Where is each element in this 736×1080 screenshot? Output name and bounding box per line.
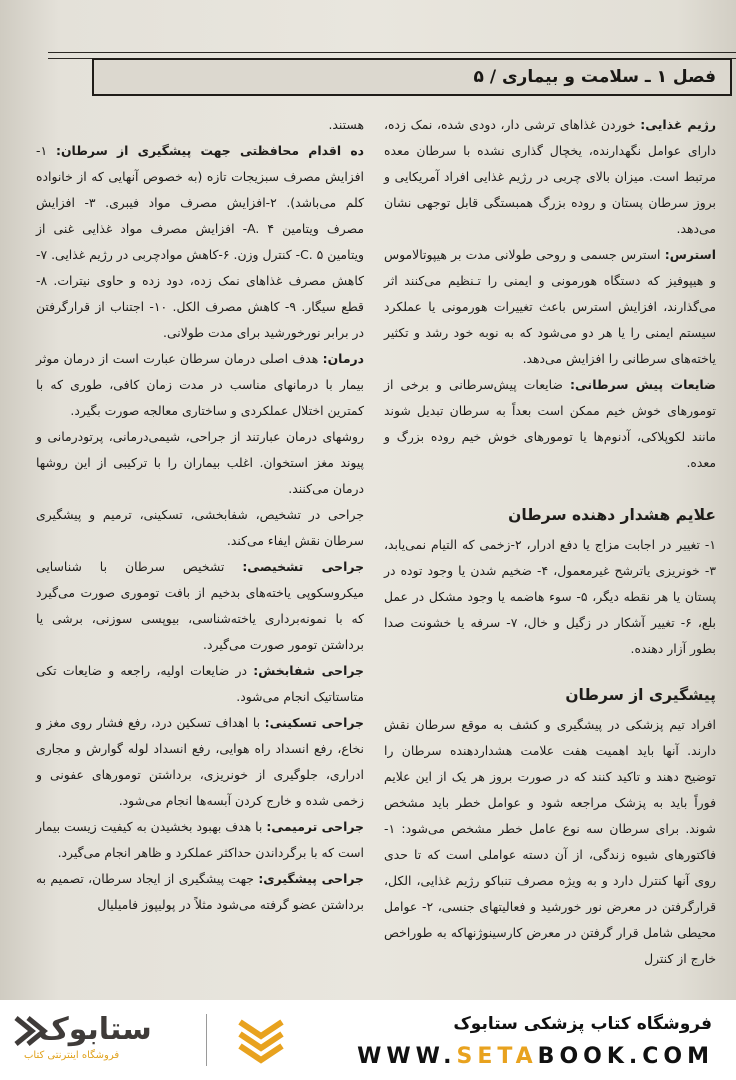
paragraph-text: هستند.	[328, 117, 364, 132]
store-logo[interactable]	[12, 1010, 162, 1070]
logo-wordmark: ستابوک	[38, 1012, 152, 1047]
paragraph-text: روشهای درمان عبارتند از جراحی، شیمی‌درمانی، پرتودرمانی و پیوند مغز استخوان. اغلب بیماران را با ترکیبی از این روشها درمان می‌کنند.	[36, 429, 364, 496]
paragraph	[36, 866, 364, 918]
paragraph: افراد تیم پزشکی در پیشگیری و کشف به موقع سرطان نقش دارند. آنها باید اهمیت هفت علامت هشداردهنده سرطان را توضیح دهند و تاکید کنند که در صورت بروز هر یک از این علایم فوراً باید به پزشک مراجعه شود و عوامل خطر باید مشخص شوند. برای سرطان سه نوع عامل خطر مشخص می‌شود: ۱- فاکتورهای شیوه زندگی، از آن دسته عواملی است که تا حدی روی آنها کنترل دارد و به ویژه مصرف تنباکو رژیم غذایی، الکل، قرارگرفتن در معرض نور خورشید و فعالیتهای جنسی، ۲- عوامل محیطی شامل قرار گرفتن در معرض کارسینوژنهاکه به طوراخص خارج از کنترل	[384, 717, 716, 966]
paragraph	[384, 242, 716, 372]
store-name: فروشگاه کتاب پزشکی ستابوک	[453, 1014, 712, 1034]
paragraph-text: جهت پیشگیری از ایجاد سرطان، تصمیم به برداشتن عضو گرفته می‌شود مثلاً در پولیپوز فامیلیال	[36, 871, 364, 912]
paragraph	[36, 424, 364, 502]
chapter-title: فصل ۱ ـ سلامت و بیماری / ۵	[473, 67, 716, 87]
paragraph-lead: جراحی پیشگیری:	[258, 871, 364, 886]
paragraph-text: خوردن غذاهای ترشی دار، دودی شده، نمک زده، دارای عوامل نگهدارنده، یخچال گذاری نشده با سرطان معده مرتبط است. میزان بالای چربی در رژیم غذایی افراد آمریکایی و بروز سرطان پستان و روده بزرگ همبستگی قابل توجهی نشان می‌دهد.	[384, 117, 716, 236]
paragraph: ۱- تغییر در اجابت مزاج یا دفع ادرار، ۲-زخمی که التیام نمی‌یابد، ۳- خونریزی یاترشح غیرمعمول، ۴- ضخیم شدن یا وجود توده در پستان یا هر نقطه دیگر، ۵- سوء هاضمه یا وجود مشکل در عمل بلع، ۶- تغییر آشکار در زگیل و خال، ۷- سرفه یا خشونت صدا بطور آزار دهنده.	[384, 537, 716, 656]
chevron-stack-icon	[236, 1016, 286, 1064]
section-heading: پیشگیری از سرطان	[565, 686, 716, 704]
paragraph-text: هدف اصلی درمان سرطان عبارت است از درمان موثر بیمار با درمانهای مناسب در مدت زمان کافی، طوری که با کمترین اختلال عملکردی و ساختاری معالجه صورت بگیرد.	[36, 351, 364, 418]
header-rule	[48, 52, 736, 53]
paragraph-lead: ده اقدام محافظتی جهت پیشگیری از سرطان:	[56, 143, 364, 158]
paragraph	[384, 112, 716, 242]
paragraph-lead: استرس:	[664, 247, 716, 262]
paragraph	[36, 112, 364, 138]
paragraph	[36, 554, 364, 658]
paragraph-text: ۱- افزایش مصرف سبزیجات تازه (به خصوص آنهایی که از خانواده کلم می‌باشد). ۲-افزایش مصرف مواد فیبری. ۳- افزایش مصرف ویتامین A. ۴- افزایش مصرف مواد غذایی غنی از ویتامین C. ۵- کنترل وزن. ۶-کاهش موادچربی در رژیم غذایی. ۷-کاهش مصرف غذاهای نمک زده، دود زده و حاوی نیترات. ۸- قطع سیگار. ۹- کاهش مصرف الکل. ۱۰- اجتناب از قرارگرفتن در برابر نورخورشید برای مدت طولانی.	[36, 143, 365, 340]
paragraph-lead: ضایعات پیش سرطانی:	[570, 377, 716, 392]
left-column	[36, 112, 364, 918]
paragraph	[36, 658, 364, 710]
paragraph-text: در ضایعات اولیه، راجعه و ضایعات تکی متاستاتیک انجام می‌شود.	[36, 663, 364, 704]
store-footer-banner	[0, 1000, 736, 1080]
url-suffix: BOOK.COM	[537, 1044, 714, 1069]
paragraph-lead: جراحی تسکینی:	[264, 715, 364, 730]
paragraph	[36, 502, 364, 554]
paragraph-lead: درمان:	[322, 351, 364, 366]
section-heading: علایم هشدار دهنده سرطان	[508, 506, 716, 524]
paragraph-text: ضایعات پیش‌سرطانی و برخی از تومورهای خوش خیم ممکن است بعداً به سرطان تبدیل شوند مانند لکوپلاکی، آدنوم‌ها یا تومورهای خوش خیم روده بزرگ و معده.	[384, 377, 716, 470]
url-prefix: WWW.	[357, 1044, 457, 1069]
paragraph	[36, 710, 364, 814]
logo-subtitle: فروشگاه اینترنتی کتاب	[24, 1050, 120, 1061]
store-url[interactable]	[357, 1044, 714, 1069]
paragraph-lead: رژیم غذایی:	[640, 117, 716, 132]
paragraph	[36, 814, 364, 866]
paragraph-text: جراحی در تشخیص، شفابخشی، تسکینی، ترمیم و پیشگیری سرطان نقش ایفاء می‌کند.	[36, 507, 364, 548]
chapter-header	[92, 58, 732, 96]
paragraph-text: تشخیص سرطان با شناسایی میکروسکوپی یاخته‌های بدخیم از بافت توموری صورت می‌گیرد که با نمونه‌برداری یاخته‌شناسی، بیوپسی سوزنی، برشی یا برداشتن تومور صورت می‌گیرد.	[36, 559, 364, 652]
paragraph-lead: جراحی شفابخش:	[253, 663, 364, 678]
paragraph	[384, 372, 716, 476]
paragraph-lead: جراحی ترمیمی:	[266, 819, 364, 834]
paragraph-text: با هدف بهبود بخشیدن به کیفیت زیست بیمار است که با برگرداندن حداکثر عملکرد و ظاهر انجام می‌گیرد.	[36, 819, 364, 860]
footer-divider	[206, 1014, 207, 1066]
paragraph-text: استرس جسمی و روحی طولانی مدت بر هیپوتالاموس و هیپوفیز که دستگاه هورمونی و ایمنی را تـنظیم می‌کنند اثر می‌گذارند، افزایش استرس باعث تغییرات هورمونی یا عملکرد سیستم ایمنی را یا هر دو می‌شود که به نوبه خود رشد و تکثیر یاخته‌های سرطانی را افزایش می‌دهد.	[384, 247, 716, 366]
paragraph-lead: جراحی تشخیصی:	[242, 559, 364, 574]
paragraph	[36, 346, 364, 424]
right-column	[384, 112, 716, 972]
paragraph	[36, 138, 364, 346]
paragraph-text: با اهداف تسکین درد، رفع فشار روی مغز و نخاع، رفع انسداد راه هوایی، رفع انسداد لوله گوارش و مجاری ادراری، جلوگیری از خونریزی، برداشتن تومورهای عفونی و زخمی شده و خارج کردن آبسه‌ها انجام می‌شود.	[36, 715, 364, 808]
url-accent: SETA	[456, 1044, 538, 1069]
